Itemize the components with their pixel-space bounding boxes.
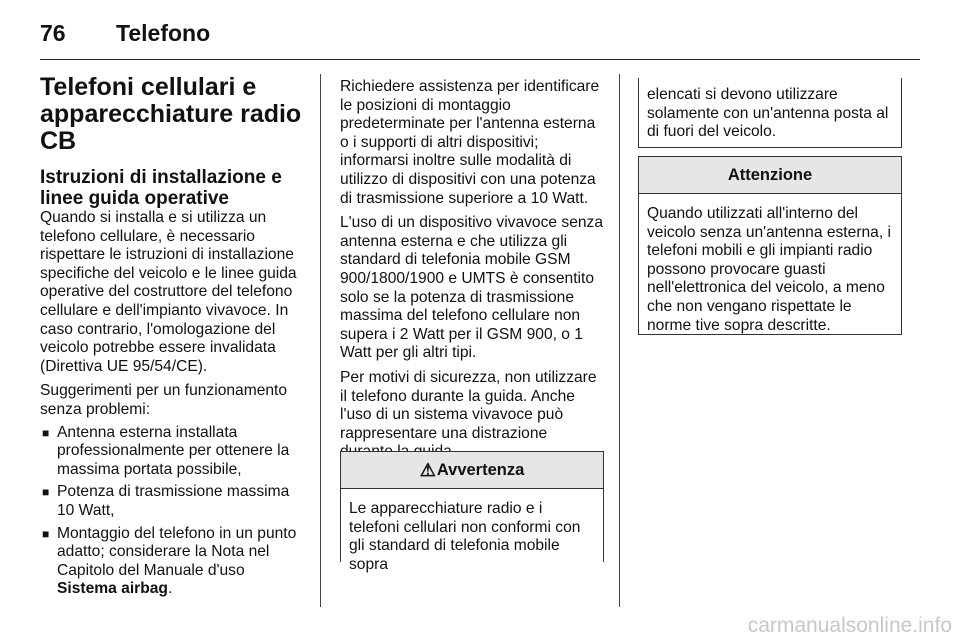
warning-box-title: Avvertenza xyxy=(436,460,525,479)
column-divider-left xyxy=(320,74,321,607)
bullet-square-icon: ■ xyxy=(42,485,50,500)
column-middle xyxy=(340,78,604,462)
caution-box-body: Quando utilizzati all'interno del veicolo senza un'antenna esterna, i telefoni mobili e gli impianti radio possono provocare guasti nell'elettronica del veicolo, a meno che non vengano rispettate le norme tive sopra descritte. xyxy=(647,205,891,334)
tips-paragraph: Suggerimenti per un funzionamento senza problemi: xyxy=(40,382,288,418)
page-header-title: Telefono xyxy=(116,20,211,46)
warning-box-continued xyxy=(638,78,902,148)
page-header xyxy=(40,16,920,56)
column-left xyxy=(40,74,302,603)
bullet-square-icon: ■ xyxy=(42,425,50,440)
tips-list xyxy=(40,424,302,599)
caution-box-title: Attenzione xyxy=(727,165,813,184)
column-divider-right xyxy=(619,74,620,607)
intro-paragraph: Quando si installa e si utilizza un telefono cellulare, è necessario rispettare le istruzioni di installazione specifiche del veicolo e le linee guida operative del costruttore del telefono cellulare e dell'impianto vivavoce. In caso contrario, l'omologazione del veicolo potrebbe essere invalidata (Direttiva UE 95/54/CE). xyxy=(40,209,297,375)
caution-box-header xyxy=(639,156,901,194)
section-title: Telefoni cellulari e apparecchiature radio CB xyxy=(40,73,302,155)
watermark: carmanualsonline.info xyxy=(747,614,952,637)
safety-paragraph: Per motivi di sicurezza, non utilizzare il telefono durante la guida. Anche l'uso di un sistema vivavoce può rappresentare una distrazione xyxy=(340,368,597,442)
list-item-text: Montaggio del telefono in un punto adatto; considerare la Nota nel Capitolo del Manuale d'uso xyxy=(57,524,297,579)
assistance-paragraph: Richiedere assistenza per identificare le posizioni di montaggio predeterminate per l'antenna esterna o i supporti di altri dispositivi; informarsi inoltre sulle modalità di utilizzo di dispositivi con una potenza di trasmissione superiore a 10 Watt. xyxy=(340,78,600,207)
handsfree-paragraph: L'uso di un dispositivo vivavoce senza antenna esterna e che utilizza gli standard di telefonia mobile GSM 900/1800/1900 e UMTS è consentito solo se la potenza di trasmissione massima del telefono cellulare non supera i 2 Watt per il GSM 900, o 1 Watt per gli altri tipi. xyxy=(340,214,604,362)
warning-box xyxy=(340,451,604,573)
list-item-end: . xyxy=(167,580,173,598)
warning-box-body: Le apparecchiature radio e i telefoni cellulari non conformi con gli standard di telefonia mobile sopra xyxy=(349,500,581,573)
page-number: 76 xyxy=(40,20,66,46)
bullet-square-icon: ■ xyxy=(42,526,50,541)
list-item-text: Antenna esterna installata professionalmente per ottenere la massima portata possibile, xyxy=(57,423,290,478)
subsection-title: Istruzioni di installazione e linee guida operative xyxy=(40,167,282,209)
warning-continued-body: elencati si devono utilizzare solamente con un'antenna posta al di fuori del veicolo. xyxy=(647,86,889,141)
caution-box xyxy=(638,156,902,335)
header-rule xyxy=(40,59,920,60)
list-item-text: Potenza di trasmissione massima 10 Watt, xyxy=(57,483,290,519)
list-item xyxy=(40,483,302,520)
list-item xyxy=(40,424,302,480)
warning-triangle-icon: ⚠ xyxy=(419,459,436,480)
airbag-reference: Sistema airbag xyxy=(57,580,168,598)
list-item xyxy=(40,525,302,599)
warning-box-header xyxy=(341,451,603,489)
